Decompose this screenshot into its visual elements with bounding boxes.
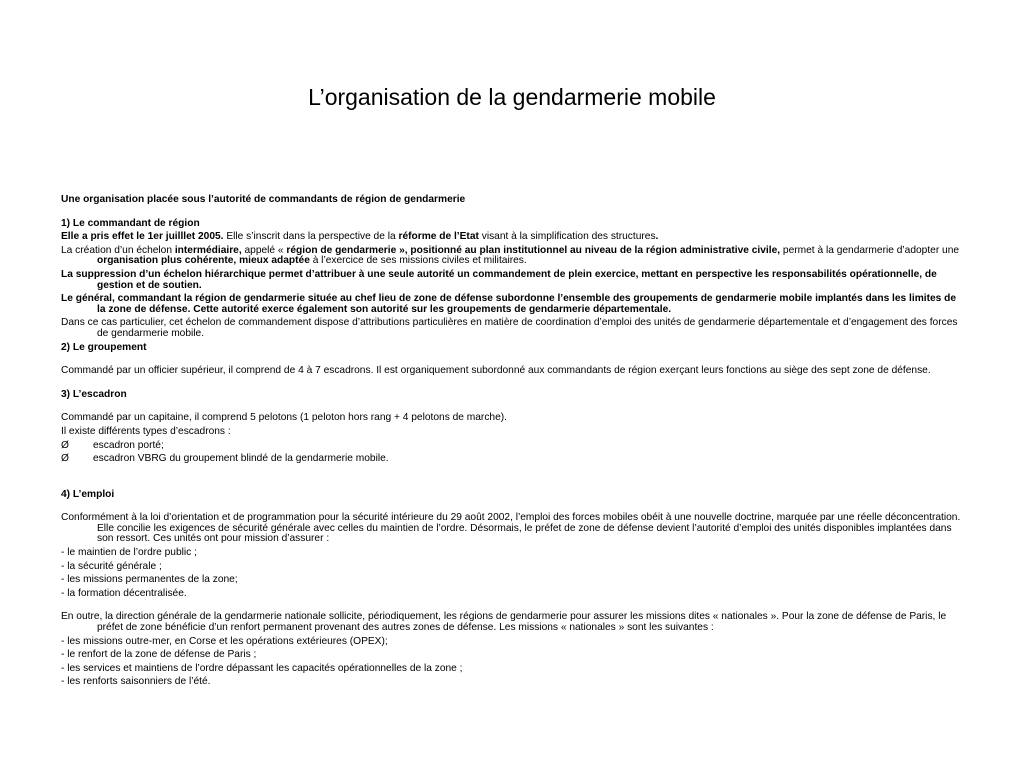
text-bold: positionné au plan institutionnel au niveau de la région administrative civile, — [410, 244, 781, 256]
section-4-paragraph-1: Conformément à la loi d’orientation et de programmation pour la sécurité intérieure du 29 août 2002, l’emploi des forces mobiles obéit à une nouvelle doctrine, marquée par une réelle déconcentration. Elle concilie les exigences de sécurité générale avec celles du maintien de l’ordre. Désormais, le préfet de zone de défense devient l’autorité d’emploi des unités disponibles implantées dans son ressort. Ces unités ont pour mission d’assurer : — [61, 512, 961, 545]
list-item: - les services et maintiens de l’ordre dépassant les capacités opérationnelles de la zone ; — [61, 662, 463, 674]
section-3-paragraph-2: Il existe différents types d’escadrons : — [61, 425, 231, 437]
arrow-bullet-icon: Ø — [61, 439, 69, 451]
text-bold: réforme de l’Etat — [398, 231, 479, 243]
list-item: - les missions permanentes de la zone; — [61, 574, 238, 586]
bullet-text: escadron porté; — [93, 439, 164, 451]
section-2-heading: 2) Le groupement — [61, 341, 147, 353]
section-1-paragraph-3: La suppression d’un échelon hiérarchique permet d’attribuer à une seule autorité un commandement de plein exercice, mettant en perspective les responsabilités opérationnelle, de gestion et de soutien. — [61, 268, 937, 291]
section-4-paragraph-2: En outre, la direction générale de la gendarmerie nationale sollicite, périodiquement, les régions de gendarmerie pour assurer les missions dites « nationales ». Pour la zone de défense de Paris, le préfet de zone bénéficie d’un renfort permanent provenant des autres zones de défense. Les missions « nationales » sont les suivantes : — [61, 611, 947, 634]
section-1-paragraph-5: Dans ce cas particulier, cet échelon de commandement dispose d’attributions particulières en matière de coordination d’emploi des unités de gendarmerie départementale et d’engagement des forces de gendarmerie mobile. — [61, 317, 958, 339]
bullet-text: escadron VBRG du groupement blindé de la gendarmerie mobile. — [93, 453, 389, 465]
list-item: - le renfort de la zone de défense de Paris ; — [61, 649, 257, 661]
spacer — [61, 380, 966, 390]
text: Elle s’inscrit dans la perspective de la — [223, 231, 399, 243]
section-2-paragraph-1: Commandé par un officier supérieur, il comprend de 4 à 7 escadrons. Il est organiquement subordonné aux commandants de région exerçant leurs fonctions au siège des sept zone de défense. — [61, 365, 931, 377]
list-item: - la formation décentralisée. — [61, 587, 187, 599]
bullet-item — [61, 454, 966, 465]
main-heading: Une organisation placée sous l’autorité de commandants de région de gendarmerie — [61, 194, 466, 205]
section-3-paragraph-1: Commandé par un capitaine, il comprend 5 pelotons (1 peloton hors rang + 4 pelotons de marche). — [61, 412, 507, 424]
text: permet à la gendarmerie d’adopter une — [780, 244, 960, 256]
text-bold: région de gendarmerie — [286, 244, 397, 256]
text-bold: », — [396, 244, 411, 256]
spacer — [61, 468, 966, 490]
bullet-item — [61, 441, 966, 452]
text: à l’exercice de ses missions civiles et militaires. — [309, 255, 527, 267]
text-bold: organisation plus cohérente, mieux adaptée — [97, 255, 310, 267]
list-item: - la sécurité générale ; — [61, 560, 162, 572]
list-item: - les missions outre-mer, en Corse et les opérations extérieures (OPEX); — [61, 635, 388, 647]
slide-title: L’organisation de la gendarmerie mobile — [308, 84, 716, 110]
text: La création d’un échelon — [61, 244, 175, 256]
list-item: - les renforts saisonniers de l’été. — [61, 676, 211, 688]
text: appelé « — [241, 244, 287, 256]
slide-body — [61, 195, 966, 691]
section-1-heading: 1) Le commandant de région — [61, 217, 200, 229]
section-1-paragraph-2 — [61, 246, 966, 267]
section-4-heading: 4) L’emploi — [61, 488, 115, 500]
text-bold: . — [655, 231, 659, 243]
section-1-paragraph-1 — [61, 232, 966, 243]
arrow-bullet-icon: Ø — [61, 453, 69, 465]
text-bold: intermédiaire, — [174, 244, 242, 256]
text: visant à la simplification des structures — [478, 231, 656, 243]
section-1-paragraph-4: Le général, commandant la région de gendarmerie située au chef lieu de zone de défense subordonne l’ensemble des groupements de gendarmerie mobile implantés dans les limites de la zone de défense. Cette autorité exerce également son autorité sur les groupements de gendarmerie départementale. — [61, 293, 957, 315]
section-3-heading: 3) L’escadron — [61, 388, 127, 400]
list-item: - le maintien de l’ordre public ; — [61, 547, 197, 559]
text-bold: Elle a pris effet le 1er juilllet 2005. — [61, 231, 224, 243]
